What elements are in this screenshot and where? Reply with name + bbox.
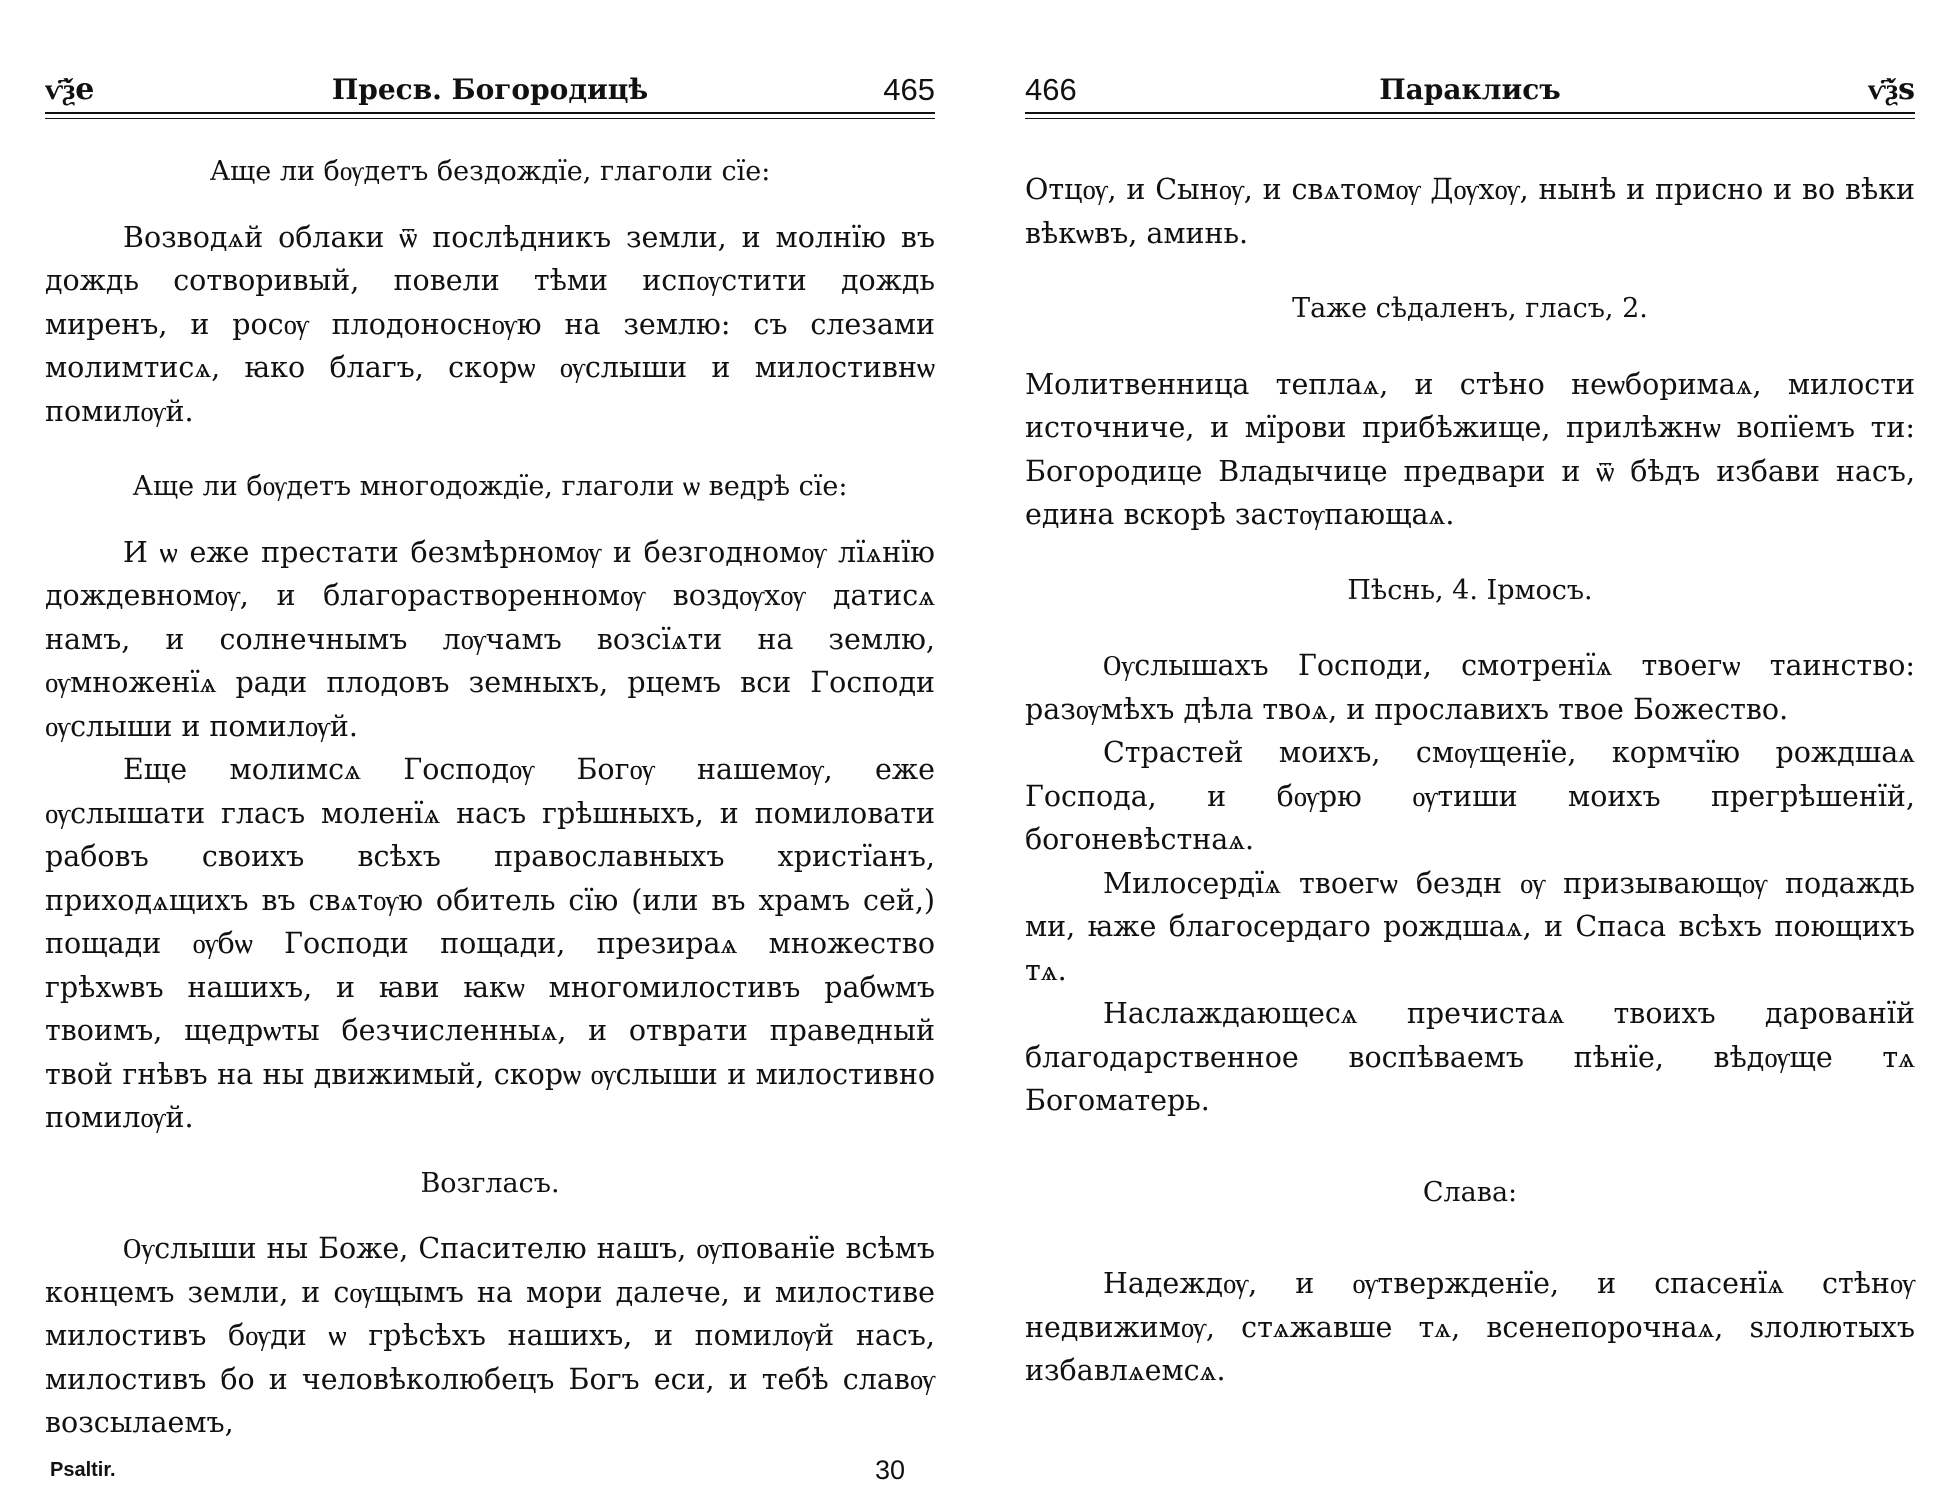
left-paragraph-4: Ѹслыши ны Боже, Спасителю нашъ, ѹпованїе всѣмъ концемъ земли, и сѹщымъ на мори далече, и милостиве милостивъ бѹди ѡ грѣсѣхъ нашихъ, и помилѹй насъ, милостивъ бо и человѣколюбецъ Богъ еси, и тебѣ славѹ возсылаемъ, [45, 1232, 935, 1439]
right-heading-glory: Слава: [1422, 1176, 1518, 1208]
right-running-head [1025, 62, 1915, 112]
left-page-title: Пресв. Богородицѣ [331, 73, 649, 106]
footer-book-name: Psaltir. [50, 1459, 116, 1481]
right-page-title: Параклисъ [1379, 73, 1561, 106]
left-page-number: 465 [883, 72, 935, 107]
right-paragraph-troparion-2: Милосердїѧ твоегѡ бездн ѹ призывающѹ подаждь ми, ꙗже благосердаго рождшаѧ, и Спаса всѣхъ поющихъ тѧ. [1025, 866, 1915, 987]
right-header-rule [1025, 112, 1915, 119]
right-paragraph-glory: Надеждѹ, и ѹтвержденїе, и спасенїѧ стѣнѹ недвижимѹ, стѧжавше тѧ, всенепорочнаѧ, ѕлолютыхъ избавлѧемсѧ. [1025, 1267, 1915, 1387]
right-heading-ode-4: Пѣснь, 4. Ірмосъ. [1347, 574, 1593, 606]
right-cyrillic-page-number: ѵ҃ѯѕ [1867, 72, 1915, 107]
left-cyrillic-page-number: ѵ҃ѯе [45, 72, 95, 107]
left-page-body [45, 150, 935, 1445]
left-footer [45, 1455, 935, 1485]
left-paragraph-1: Возводѧй облаки ѿ послѣдникъ земли, и молнїю въ дождь сотворивый, повели тѣми испѹстити дождь миренъ, и росѹ плодоноснѹю на землю: съ слезами молимтисѧ, ꙗко благъ, скорѡ ѹслыши и милостивнѡ помилѹй. [45, 220, 935, 428]
left-paragraph-2: И ѡ еже престати безмѣрномѹ и безгодномѹ лїѧнїю дождевномѹ, и благорастворенномѹ воздѹхѹ датисѧ намъ, и солнечнымъ лѹчамъ возсїѧти на землю, ѹмноженїѧ ради плодовъ земныхъ, рцемъ вси Господи ѹслыши и помилѹй. [45, 535, 935, 743]
right-page-body [1025, 168, 1915, 1393]
right-paragraph-sessional: Молитвенница теплаѧ, и стѣно неѡборимаѧ, милости источниче, и мїрови прибѣжище, прилѣжнѡ вопїемъ ти: Богородице Владычице предвари и ѿ бѣдъ избави насъ, едина вскорѣ застѹпающаѧ. [1025, 367, 1915, 531]
right-paragraph-irmos: Ѹслышахъ Господи, смотренїѧ твоегѡ таинство: разѹмѣхъ дѣла твоѧ, и прославихъ твое Божество. [1025, 649, 1915, 726]
right-page-number: 466 [1025, 72, 1077, 107]
right-heading-sessional: Таже сѣдаленъ, гласъ, 2. [1292, 293, 1648, 324]
left-heading-drought: Аще ли бѹдетъ бездождїе, глаголи сїе: [209, 156, 771, 187]
left-heading-rain: Аще ли бѹдетъ многодождїе, глаголи ѡ ведрѣ сїе: [132, 471, 848, 502]
right-page [1025, 0, 1915, 1500]
footer-signature-number: 30 [875, 1455, 906, 1485]
left-page [45, 0, 935, 1500]
left-heading-exclamation: Возгласъ. [420, 1167, 560, 1199]
right-paragraph-troparion-1: Страстей моихъ, смѹщенїе, кормчїю рождшаѧ Господа, и бѹрю ѹтиши моихъ прегрѣшенїй, богоневѣстнаѧ. [1025, 736, 1915, 856]
right-paragraph-troparion-3: Наслаждающесѧ пречистаѧ твоихъ дарованїй благодарственное воспѣваемъ пѣнїе, вѣдѹще тѧ Богоматерь. [1025, 997, 1915, 1117]
left-paragraph-3: Еще молимсѧ Господѹ Богѹ нашемѹ, еже ѹслышати гласъ моленїѧ насъ грѣшныхъ, и помиловати рабовъ своихъ всѣхъ православныхъ христїанъ, приходѧщихъ въ свѧтѹю обитель сїю (или въ храмъ сей,) пощади ѹбѡ Господи пощади, презираѧ множество грѣхѡвъ нашихъ, и ꙗви ꙗкѡ многомилостивъ рабѡмъ твоимъ, щедрѡты безчисленныѧ, и отврати праведный твой гнѣвъ на ны движимый, скорѡ ѹслыши и милостивно помилѹй. [45, 753, 935, 1134]
left-running-head [45, 62, 935, 112]
right-paragraph-doxology: Отцѹ, и Сынѹ, и свѧтомѹ Дѹхѹ, нынѣ и присно и во вѣки вѣкѡвъ, аминь. [1025, 173, 1915, 250]
left-header-rule [45, 112, 935, 119]
